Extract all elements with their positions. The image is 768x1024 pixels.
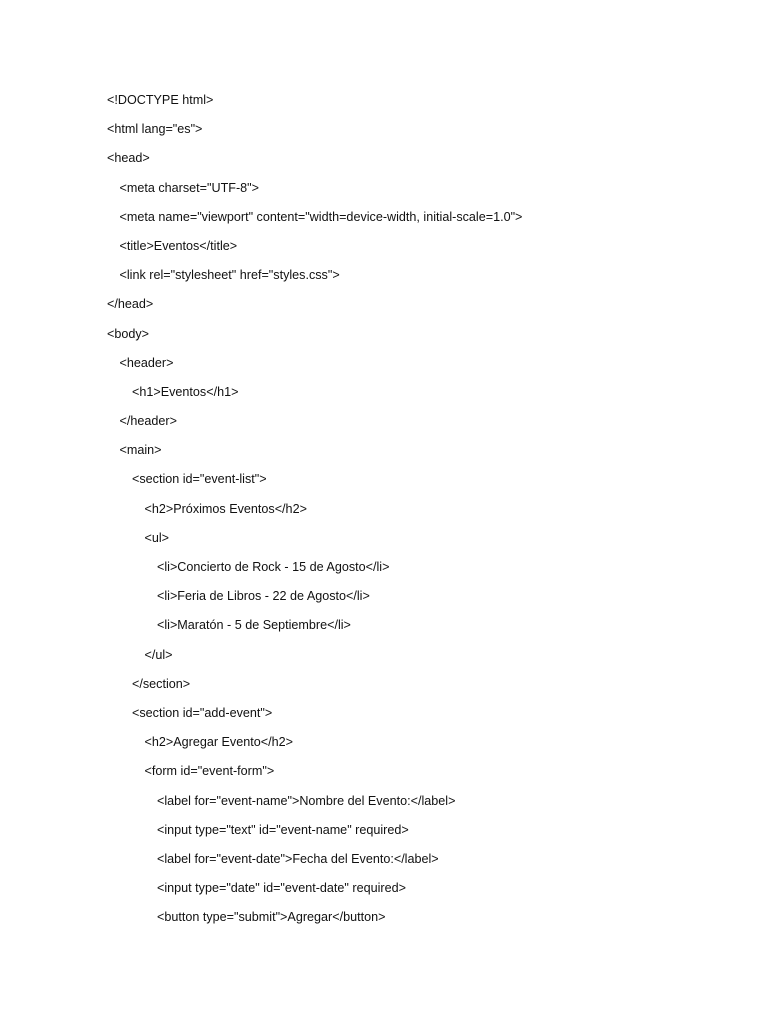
code-line: <li>Concierto de Rock - 15 de Agosto</li> <box>157 560 390 574</box>
code-line: <h2>Próximos Eventos</h2> <box>144 501 307 516</box>
code-line: </header> <box>119 414 177 429</box>
code-line: <h1>Eventos</h1> <box>132 384 239 399</box>
code-line: <main> <box>119 443 162 458</box>
code-line: <body> <box>107 326 150 341</box>
code-line: <input type="text" id="event-name" required> <box>157 822 409 837</box>
code-listing <box>107 89 522 935</box>
code-line: <link rel="stylesheet" href="styles.css"> <box>119 268 340 283</box>
code-line: <ul> <box>144 530 170 545</box>
code-line: <button type="submit">Agregar</button> <box>157 910 386 925</box>
code-line: <form id="event-form"> <box>144 764 275 779</box>
code-line: <li>Maratón - 5 de Septiembre</li> <box>157 618 351 633</box>
code-line: <!DOCTYPE html> <box>107 93 214 107</box>
code-line: <meta name="viewport" content="width=device-width, initial-scale=1.0"> <box>119 209 523 224</box>
code-line: <meta charset="UTF-8"> <box>119 180 259 195</box>
code-line: <section id="add-event"> <box>132 705 273 720</box>
code-line: </ul> <box>144 647 173 662</box>
code-line: <html lang="es"> <box>107 122 203 137</box>
code-line: <label for="event-date">Fecha del Evento:</label> <box>157 851 439 866</box>
code-line: <head> <box>107 151 150 166</box>
code-line: </section> <box>132 676 191 691</box>
code-line: <h2>Agregar Evento</h2> <box>144 735 293 750</box>
code-line: <li>Feria de Libros - 22 de Agosto</li> <box>157 589 370 604</box>
code-line: <input type="date" id="event-date" required> <box>157 881 406 896</box>
code-line: </head> <box>107 297 154 312</box>
code-line: <section id="event-list"> <box>132 472 267 487</box>
code-line: <title>Eventos</title> <box>119 238 238 253</box>
code-line: <header> <box>119 355 174 370</box>
code-line: <label for="event-name">Nombre del Evento:</label> <box>157 793 456 808</box>
